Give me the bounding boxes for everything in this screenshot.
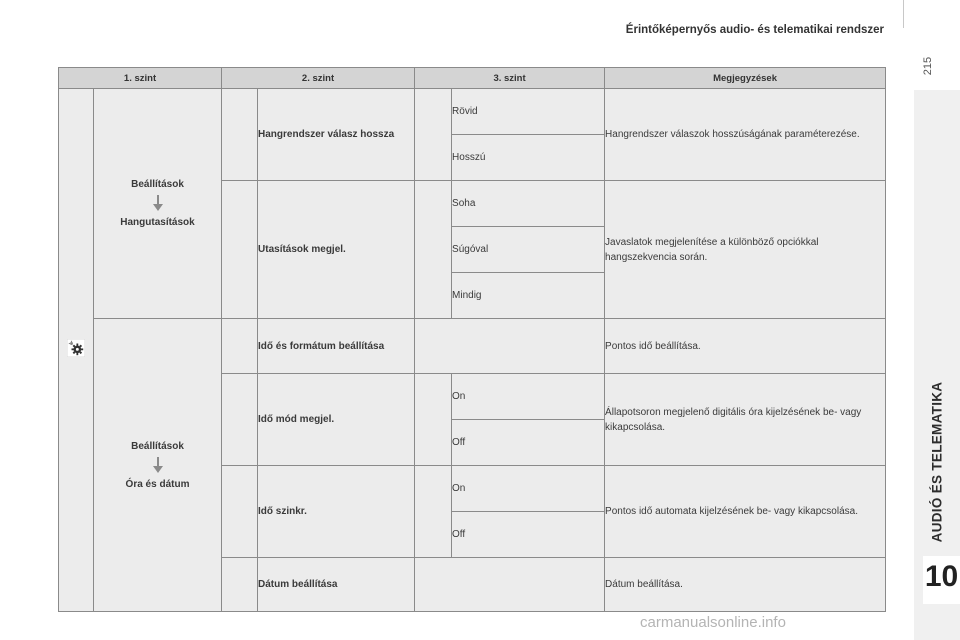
level3-cell: Dátum beállítása (258, 558, 415, 612)
page-title: Érintőképernyős audio- és telematikai rendszer (625, 24, 884, 36)
section-label: AUDIÓ ÉS TELEMATIKA (929, 381, 945, 543)
note-cell: Állapotsoron megjelenő digitális óra kijelzésének be- vagy kikapcsolása. (605, 374, 886, 466)
level3-cell: Idő és formátum beállítása (258, 319, 415, 374)
spacer-cell (222, 181, 258, 319)
settings-gear-icon (67, 339, 85, 357)
level3-cell: Idő mód megjel. (258, 374, 415, 466)
option-cell: Súgóval (452, 227, 605, 273)
level1-cell (59, 89, 94, 612)
note-cell: Pontos idő beállítása. (605, 319, 886, 374)
page-number: 215 (922, 56, 934, 76)
header-divider (903, 0, 904, 28)
note-cell: Dátum beállítása. (605, 558, 886, 612)
spacer-cell (415, 89, 452, 181)
header-notes: Megjegyzések (605, 68, 886, 89)
option-cell: Hosszú (452, 135, 605, 181)
note-cell: Hangrendszer válaszok hosszúságának paraméterezése. (605, 89, 886, 181)
table-row (59, 319, 886, 374)
option-cell: Off (452, 512, 605, 558)
level2-cell-voice (94, 89, 222, 319)
level2-top-label: Beállítások (131, 179, 184, 190)
table-row (59, 89, 886, 135)
spacer-cell (415, 319, 605, 374)
header-level2: 2. szint (222, 68, 415, 89)
spacer-cell (222, 374, 258, 466)
level3-cell: Utasítások megjel. (258, 181, 415, 319)
spacer-cell (222, 319, 258, 374)
level2-bottom-label: Óra és dátum (125, 478, 190, 490)
option-cell: On (452, 466, 605, 512)
spacer-cell (415, 181, 452, 319)
option-cell: Off (452, 420, 605, 466)
header-level1: 1. szint (59, 68, 222, 89)
level2-cell-clock (94, 319, 222, 612)
spacer-cell (222, 466, 258, 558)
level2-bottom-label: Hangutasítások (120, 217, 195, 228)
option-cell: Soha (452, 181, 605, 227)
watermark: carmanualsonline.info (640, 614, 786, 631)
spacer-cell (222, 558, 258, 612)
spacer-cell (415, 374, 452, 466)
option-cell: On (452, 374, 605, 420)
arrow-down-icon (152, 195, 164, 211)
table-header-row (59, 68, 886, 89)
spacer-cell (222, 89, 258, 181)
spacer-cell (415, 466, 452, 558)
settings-menu-table (58, 67, 886, 612)
arrow-down-icon (152, 457, 164, 473)
level3-cell: Hangrendszer válasz hossza (258, 89, 415, 181)
note-cell: Javaslatok megjelenítése a különböző opciókkal hangszekvencia során. (605, 181, 886, 319)
option-cell: Mindig (452, 273, 605, 319)
level2-top-label: Beállítások (131, 440, 184, 452)
header-level3: 3. szint (415, 68, 605, 89)
chapter-number: 10 (924, 560, 959, 593)
spacer-cell (415, 558, 605, 612)
note-cell: Pontos idő automata kijelzésének be- vagy kikapcsolása. (605, 466, 886, 558)
option-cell: Rövid (452, 89, 605, 135)
level3-cell: Idő szinkr. (258, 466, 415, 558)
